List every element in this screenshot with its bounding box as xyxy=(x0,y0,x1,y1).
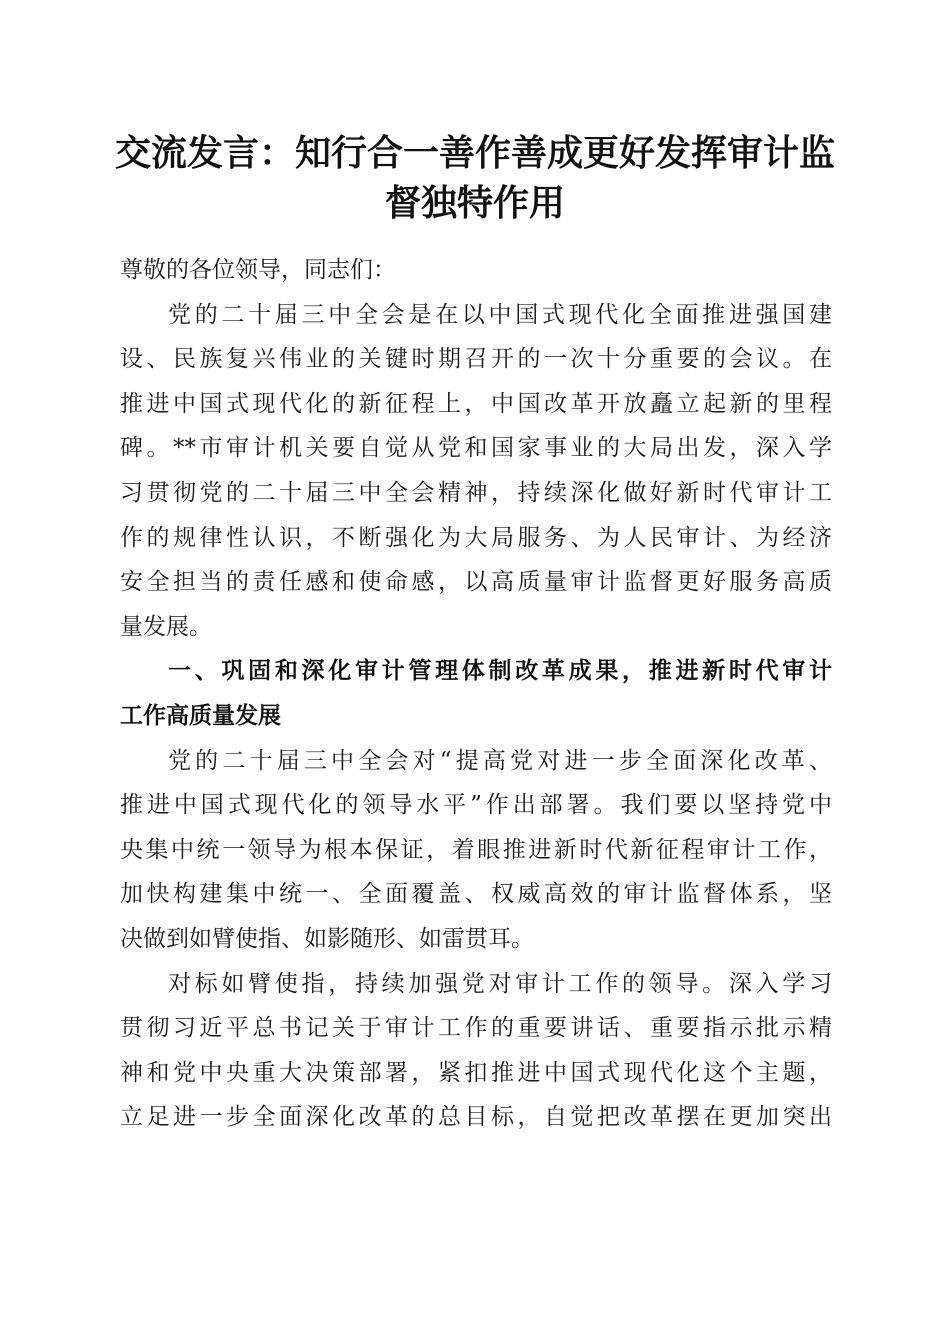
paragraph-line: 碑。**市审计机关要自觉从党和国家事业的大局出发，深入学 xyxy=(120,435,832,462)
paragraph-1 xyxy=(120,293,832,650)
paragraph-line: 决做到如臂使指、如影随形、如雷贯耳。 xyxy=(120,925,534,952)
paragraph-line: 设、民族复兴伟业的关键时期召开的一次十分重要的会议。在 xyxy=(120,346,832,373)
paragraph-line: 作的规律性认识，不断强化为大局服务、为人民审计、为经济 xyxy=(120,524,832,551)
section-heading-1 xyxy=(120,649,832,738)
paragraph-line: 推进中国式现代化的新征程上，中国改革开放矗立起新的里程 xyxy=(120,390,832,417)
paragraph-line: 央集中统一领导为根本保证，着眼推进新时代新征程审计工作， xyxy=(120,836,832,863)
paragraph-line: 对标如臂使指，持续加强党对审计工作的领导。深入学习 xyxy=(168,970,832,997)
paragraph-line: 党的二十届三中全会对“提高党对进一步全面深化改革、 xyxy=(168,747,832,774)
title-line: 督独特作用 xyxy=(384,182,565,224)
paragraph-2 xyxy=(120,739,832,962)
paragraph-line: 立足进一步全面深化改革的总目标，自觉把改革摆在更加突出 xyxy=(120,1104,832,1131)
paragraph-line: 量发展。 xyxy=(120,613,212,640)
paragraph-line: 党的二十届三中全会是在以中国式现代化全面推进强国建 xyxy=(168,301,832,328)
paragraph-line: 习贯彻党的二十届三中全会精神，持续深化做好新时代审计工 xyxy=(120,479,832,506)
greeting: 尊敬的各位领导，同志们： xyxy=(120,257,396,283)
paragraph-3 xyxy=(120,962,832,1140)
document-body xyxy=(120,248,832,1140)
document-title xyxy=(100,128,850,228)
title-line: 交流发言：知行合一善作善成更好发挥审计监 xyxy=(114,132,835,174)
heading-line: 工作高质量发展 xyxy=(120,702,281,729)
paragraph-line: 推进中国式现代化的领导水平”作出部署。我们要以坚持党中 xyxy=(120,792,832,819)
paragraph-line: 安全担当的责任感和使命感，以高质量审计监督更好服务高质 xyxy=(120,569,832,596)
paragraph-line: 贯彻习近平总书记关于审计工作的重要讲话、重要指示批示精 xyxy=(120,1015,832,1042)
paragraph-line: 加快构建集中统一、全面覆盖、权威高效的审计监督体系，坚 xyxy=(120,881,832,908)
heading-line: 一、巩固和深化审计管理体制改革成果，推进新时代审计 xyxy=(168,658,832,685)
paragraph-line: 神和党中央重大决策部署，紧扣推进中国式现代化这个主题， xyxy=(120,1059,832,1086)
